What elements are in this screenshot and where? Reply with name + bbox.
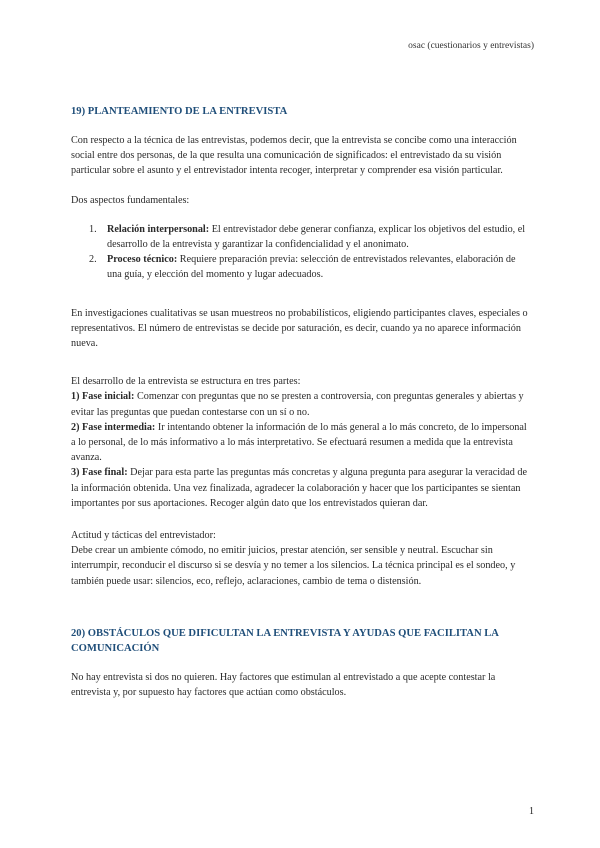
phase-item — [71, 465, 531, 511]
attitude-label: Actitud y tácticas del entrevistador: — [71, 530, 216, 542]
list-item — [71, 252, 531, 282]
section-20-heading: 20) OBSTÁCULOS QUE DIFICULTAN LA ENTREVISTA Y AYUDAS QUE FACILITAN LA COMUNICACIÓN — [71, 627, 499, 654]
aspects-list — [71, 222, 531, 283]
phases-label: El desarrollo de la entrevista se estructura en tres partes: — [71, 376, 301, 388]
attitude-paragraph: Debe crear un ambiente cómodo, no emitir juicios, prestar atención, ser sensible y neutral. Escuchar sin interrumpir, reconducir el discurso si se desvía y no temer a los silencios. La técnica principal es el sondeo, y también puede usar: silencios, eco, reflejo, aclaraciones, cambio de tema o distensión. — [71, 545, 516, 587]
section-19-intro: Con respecto a la técnica de las entrevistas, podemos decir, que la entrevista se concibe como una interacción social entre dos personas, de la que resulta una comunicación de significados: el entrevistado da su visión particular sobre el asunto y el entrevistador intenta recoger, interpretar y comprender esa visión particular. — [71, 135, 517, 177]
aspects-label: Dos aspectos fundamentales: — [71, 194, 190, 206]
page-body — [71, 104, 531, 700]
list-item — [71, 222, 531, 252]
running-header: osac (cuestionarios y entrevistas) — [408, 41, 534, 51]
section-20-paragraph: No hay entrevista si dos no quieren. Hay factores que estimulan al entrevistado a que acepte contestar la entrevista y, por supuesto hay factores que actúan como obstáculos. — [71, 671, 496, 699]
qualitative-paragraph: En investigaciones cualitativas se usan muestreos no probabilísticos, eligiendo participantes claves, especiales o representativos. El número de entrevistas se decide por saturación, es decir, cuando ya no aparece información nueva. — [71, 307, 528, 350]
list-marker: 1. — [89, 223, 97, 235]
phase-item — [71, 389, 531, 419]
page-number: 1 — [529, 806, 534, 817]
phase-term: 3) Fase final: — [71, 467, 128, 479]
section-19-heading: 19) PLANTEAMIENTO DE LA ENTREVISTA — [71, 106, 288, 117]
phase-term: 2) Fase intermedia: — [71, 421, 156, 433]
aspect-term: Proceso técnico: — [107, 254, 178, 266]
phase-text: Dejar para esta parte las preguntas más concretas y alguna pregunta para asegurar la veracidad de la información obtenida. Una vez finalizada, agradecer la colaboración y hacer que los participantes se sientan importantes por sus aportaciones. Recoger algún dato que los entrevistados quieran dar. — [71, 467, 527, 509]
aspect-term: Relación interpersonal: — [107, 223, 210, 235]
aspect-text: El entrevistador debe generar confianza, explicar los objetivos del estudio, el desarrollo de la entrevista y garantizar la confidencialidad y el anonimato. — [107, 223, 526, 251]
list-marker: 2. — [89, 254, 97, 266]
phase-term: 1) Fase inicial: — [71, 391, 135, 403]
aspect-text: Requiere preparación previa: selección de entrevistados relevantes, elaboración de una guía, y elección del momento y lugar adecuados. — [107, 254, 516, 281]
phase-item — [71, 420, 531, 466]
phase-text: Ir intentando obtener la información de lo más general a lo más concreto, de lo impersonal a lo personal, de lo más informativo a lo más interpretativo. Se efectuará resumen a medida que la entrevista avanza. — [71, 421, 527, 464]
phase-text: Comenzar con preguntas que no se presten a controversia, con preguntas generales y abiertas y evitar las preguntas que puedan contestarse con un sí o no. — [71, 391, 524, 418]
